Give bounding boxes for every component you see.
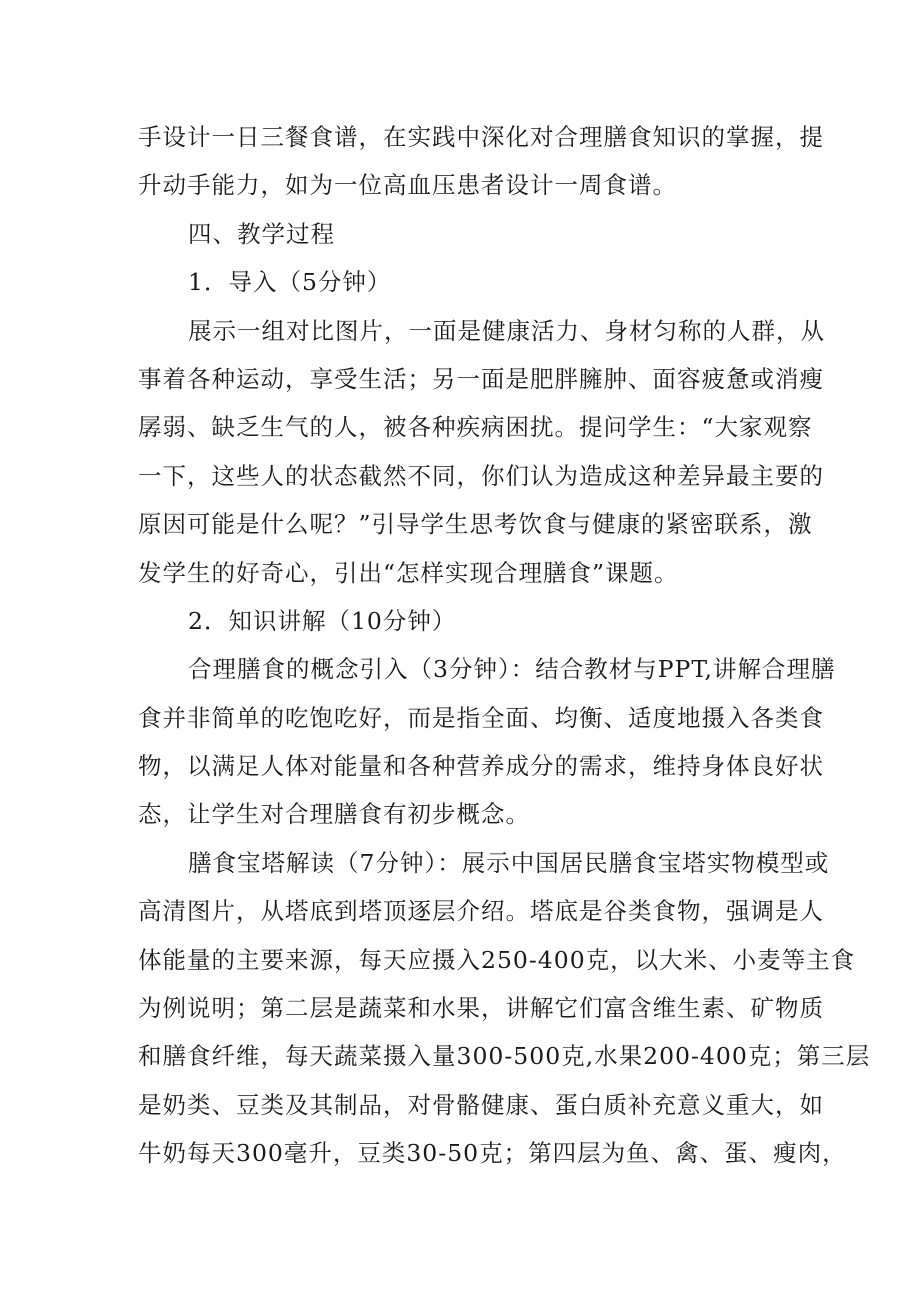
text-line: 食并非简单的吃饱吃好，而是指全面、均衡、适度地摄入各类食 [138, 703, 824, 732]
text-line: 是奶类、豆类及其制品，对骨骼健康、蛋白质补充意义重大，如 [138, 1090, 824, 1119]
text-line: 孱弱、缺乏生气的人，被各种疾病困扰。提问学生：“大家观察 [138, 413, 813, 442]
text-line: 牛奶每天300毫升，豆类30-50克；第四层为鱼、禽、蛋、瘦肉， [138, 1139, 847, 1168]
text-line: 态，让学生对合理膳食有初步概念。 [138, 800, 530, 829]
text-line: 高清图片，从塔底到塔顶逐层介绍。塔底是谷类食物，强调是人 [138, 897, 824, 926]
text-line: 体能量的主要来源，每天应摄入250-400克，以大米、小麦等主食 [138, 945, 856, 974]
text-line: 物，以满足人体对能量和各种营养成分的需求，维持身体良好状 [138, 752, 824, 781]
text-line: 为例说明；第二层是蔬菜和水果，讲解它们富含维生素、矿物质 [138, 994, 824, 1023]
text-line: 原因可能是什么呢？”引导学生思考饮食与健康的紧密联系，激 [138, 510, 813, 539]
text-line: 发学生的好奇心，引出“怎样实现合理膳食”课题。 [138, 558, 679, 587]
document-body [138, 113, 871, 1178]
text-line: 升动手能力，如为一位高血压患者设计一周食谱。 [138, 171, 677, 200]
text-line: 膳食宝塔解读（7分钟）：展示中国居民膳食宝塔实物模型或 [188, 848, 830, 877]
text-line: 和膳食纤维，每天蔬菜摄入量300-500克,水果200-400克；第三层 [138, 1042, 871, 1071]
section-heading: 四、教学过程 [188, 219, 335, 248]
subsection-heading: 1．导入（5分钟） [188, 268, 392, 297]
subsection-heading: 2．知识讲解（10分钟） [188, 606, 457, 635]
text-line: 事着各种运动，享受生活；另一面是肥胖臃肿、面容疲惫或消瘦 [138, 364, 824, 393]
text-line: 手设计一日三餐食谱，在实践中深化对合理膳食知识的掌握，提 [138, 123, 824, 151]
text-line: 合理膳食的概念引入（3分钟）：结合教材与PPT,讲解合理膳 [188, 655, 836, 684]
text-line: 展示一组对比图片，一面是健康活力、身材匀称的人群，从 [188, 316, 825, 345]
text-line: 一下，这些人的状态截然不同，你们认为造成这种差异最主要的 [138, 461, 824, 490]
